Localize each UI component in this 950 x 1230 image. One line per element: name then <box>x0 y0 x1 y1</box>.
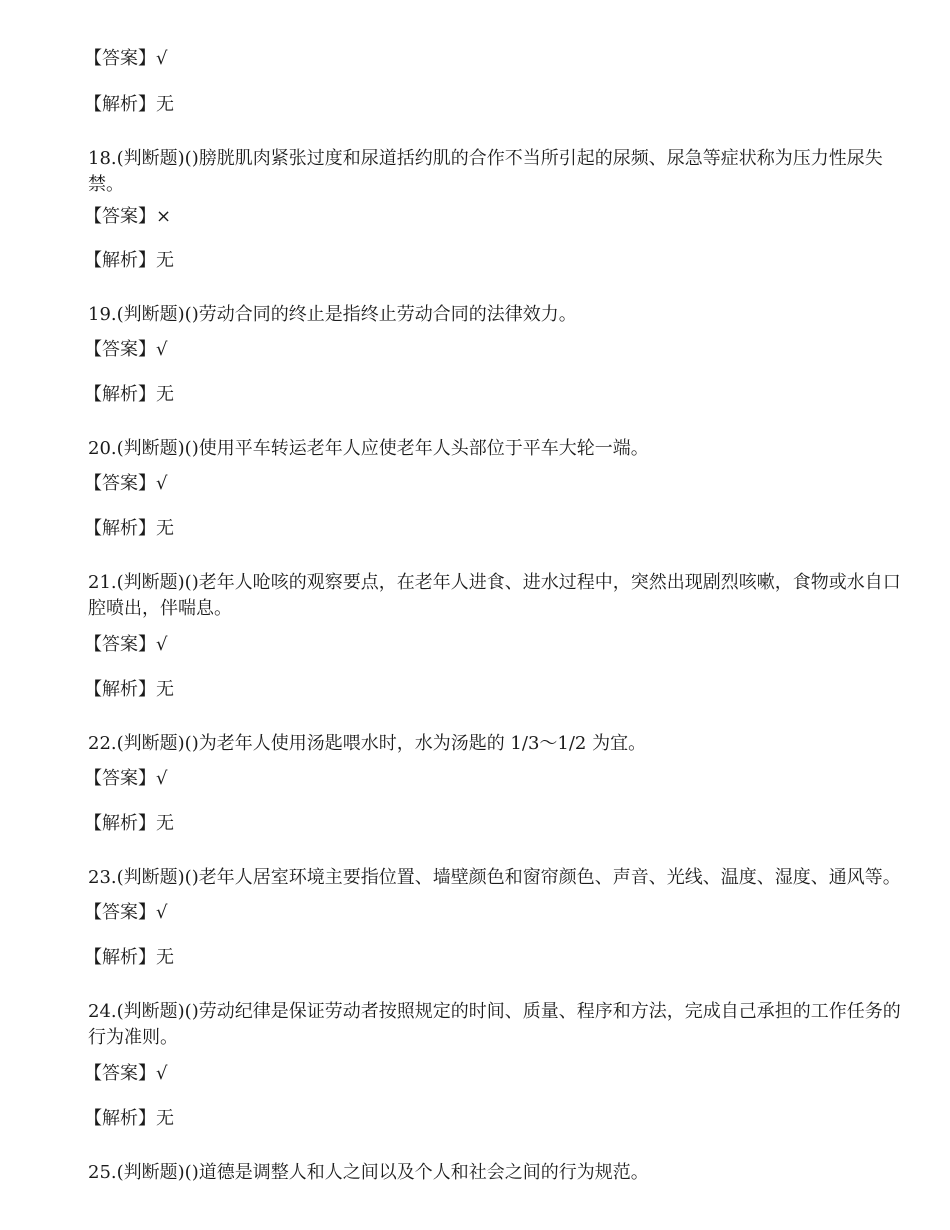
answer-line: 【答案】× <box>84 206 172 227</box>
explanation-line: 【解析】无 <box>84 384 174 405</box>
question-24: 24.(判断题)()劳动纪律是保证劳动者按照规定的时间、质量、程序和方法，完成自己承担的工作任务的行为准则。 <box>88 1001 901 1048</box>
explanation-line: 【解析】无 <box>84 1108 174 1129</box>
answer-line: 【答案】√ <box>84 473 168 494</box>
answer-line: 【答案】√ <box>84 1063 168 1084</box>
answer-line: 【答案】√ <box>84 902 168 923</box>
answer-line: 【答案】√ <box>84 339 168 360</box>
explanation-line: 【解析】无 <box>84 94 174 115</box>
question-23: 23.(判断题)()老年人居室环境主要指位置、墙壁颜色和窗帘颜色、声音、光线、温度、湿度、通风等。 <box>88 867 901 888</box>
explanation-line: 【解析】无 <box>84 679 174 700</box>
question-20: 20.(判断题)()使用平车转运老年人应使老年人头部位于平车大轮一端。 <box>88 438 649 459</box>
explanation-line: 【解析】无 <box>84 518 174 539</box>
question-21: 21.(判断题)()老年人呛咳的观察要点，在老年人进食、进水过程中，突然出现剧烈咳嗽，食物或水自口腔喷出，伴喘息。 <box>88 572 901 619</box>
answer-line: 【答案】√ <box>84 768 168 789</box>
answer-line: 【答案】√ <box>84 634 168 655</box>
explanation-line: 【解析】无 <box>84 250 174 271</box>
question-19: 19.(判断题)()劳动合同的终止是指终止劳动合同的法律效力。 <box>88 304 577 325</box>
answer-line: 【答案】√ <box>84 48 168 69</box>
question-25: 25.(判断题)()道德是调整人和人之间以及个人和社会之间的行为规范。 <box>88 1162 649 1183</box>
question-22: 22.(判断题)()为老年人使用汤匙喂水时，水为汤匙的 1/3～1/2 为宜。 <box>88 733 647 754</box>
question-18: 18.(判断题)()膀胱肌肉紧张过度和尿道括约肌的合作不当所引起的尿频、尿急等症状称为压力性尿失禁。 <box>88 148 883 195</box>
explanation-line: 【解析】无 <box>84 813 174 834</box>
explanation-line: 【解析】无 <box>84 947 174 968</box>
